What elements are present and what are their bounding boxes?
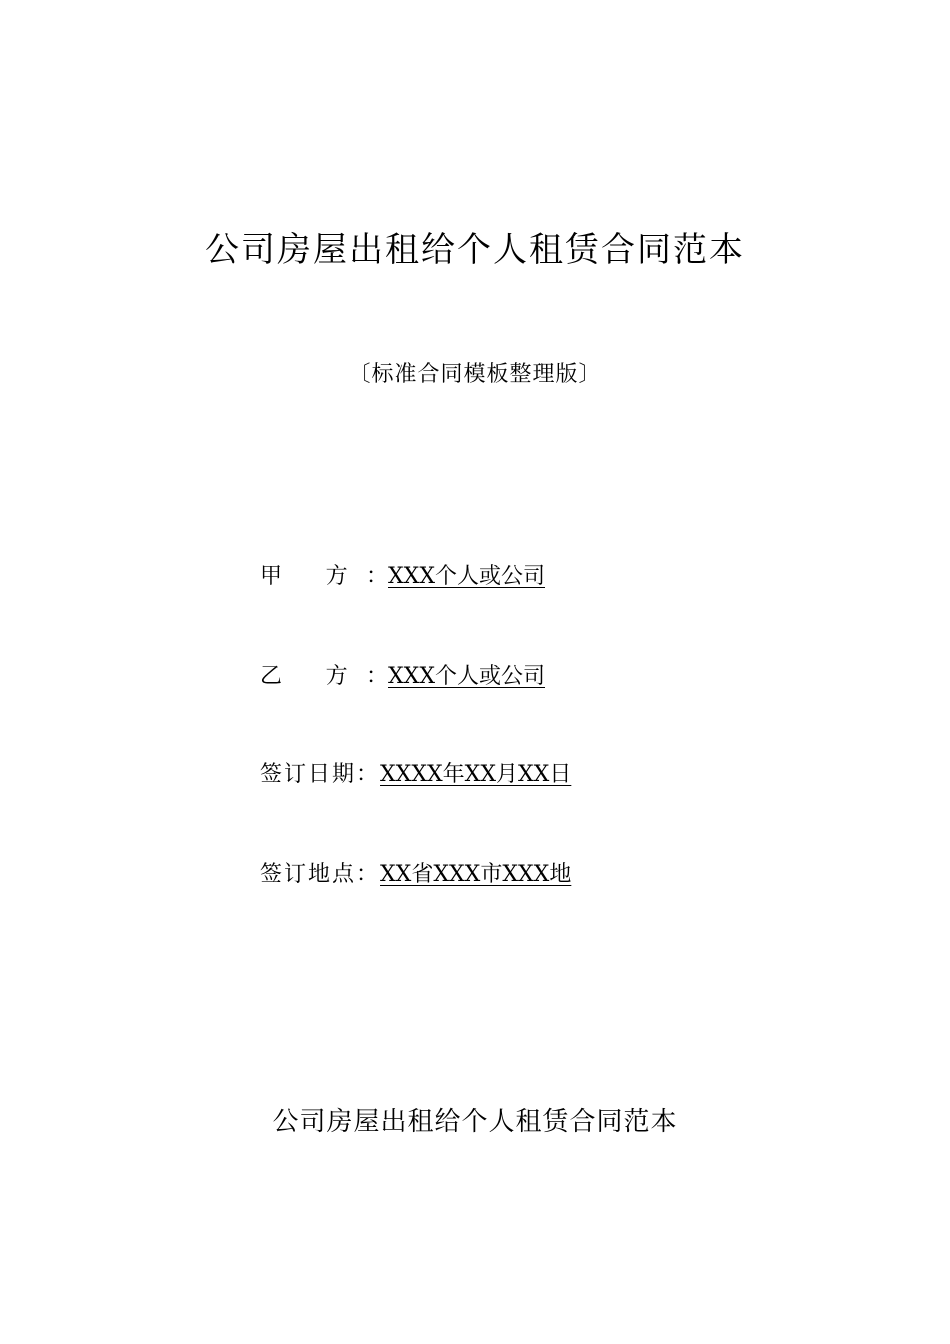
- signing-date-label: 签订日期：: [260, 762, 381, 787]
- party-b-label: 乙 方：: [260, 664, 388, 689]
- signing-date-row: [260, 758, 628, 792]
- signing-place-label: 签订地点：: [260, 862, 381, 887]
- party-a-value: XXX个人或公司: [388, 564, 545, 589]
- party-a-label: 甲 方：: [260, 564, 388, 589]
- party-b-value: XXX个人或公司: [388, 664, 545, 689]
- signing-place-row: [260, 858, 602, 892]
- document-subtitle: 〔标准合同模板整理版〕: [348, 362, 602, 387]
- body-title: 公司房屋出租给个人租赁合同范本: [272, 1107, 678, 1137]
- party-b-row: [260, 660, 616, 694]
- signing-date-value: XXXX年XX月XX日: [380, 762, 572, 787]
- party-a-row: [260, 560, 616, 594]
- signing-place-value: XX省XXX市XXX地: [380, 862, 572, 887]
- document-title: 公司房屋出租给个人租赁合同范本: [205, 230, 745, 270]
